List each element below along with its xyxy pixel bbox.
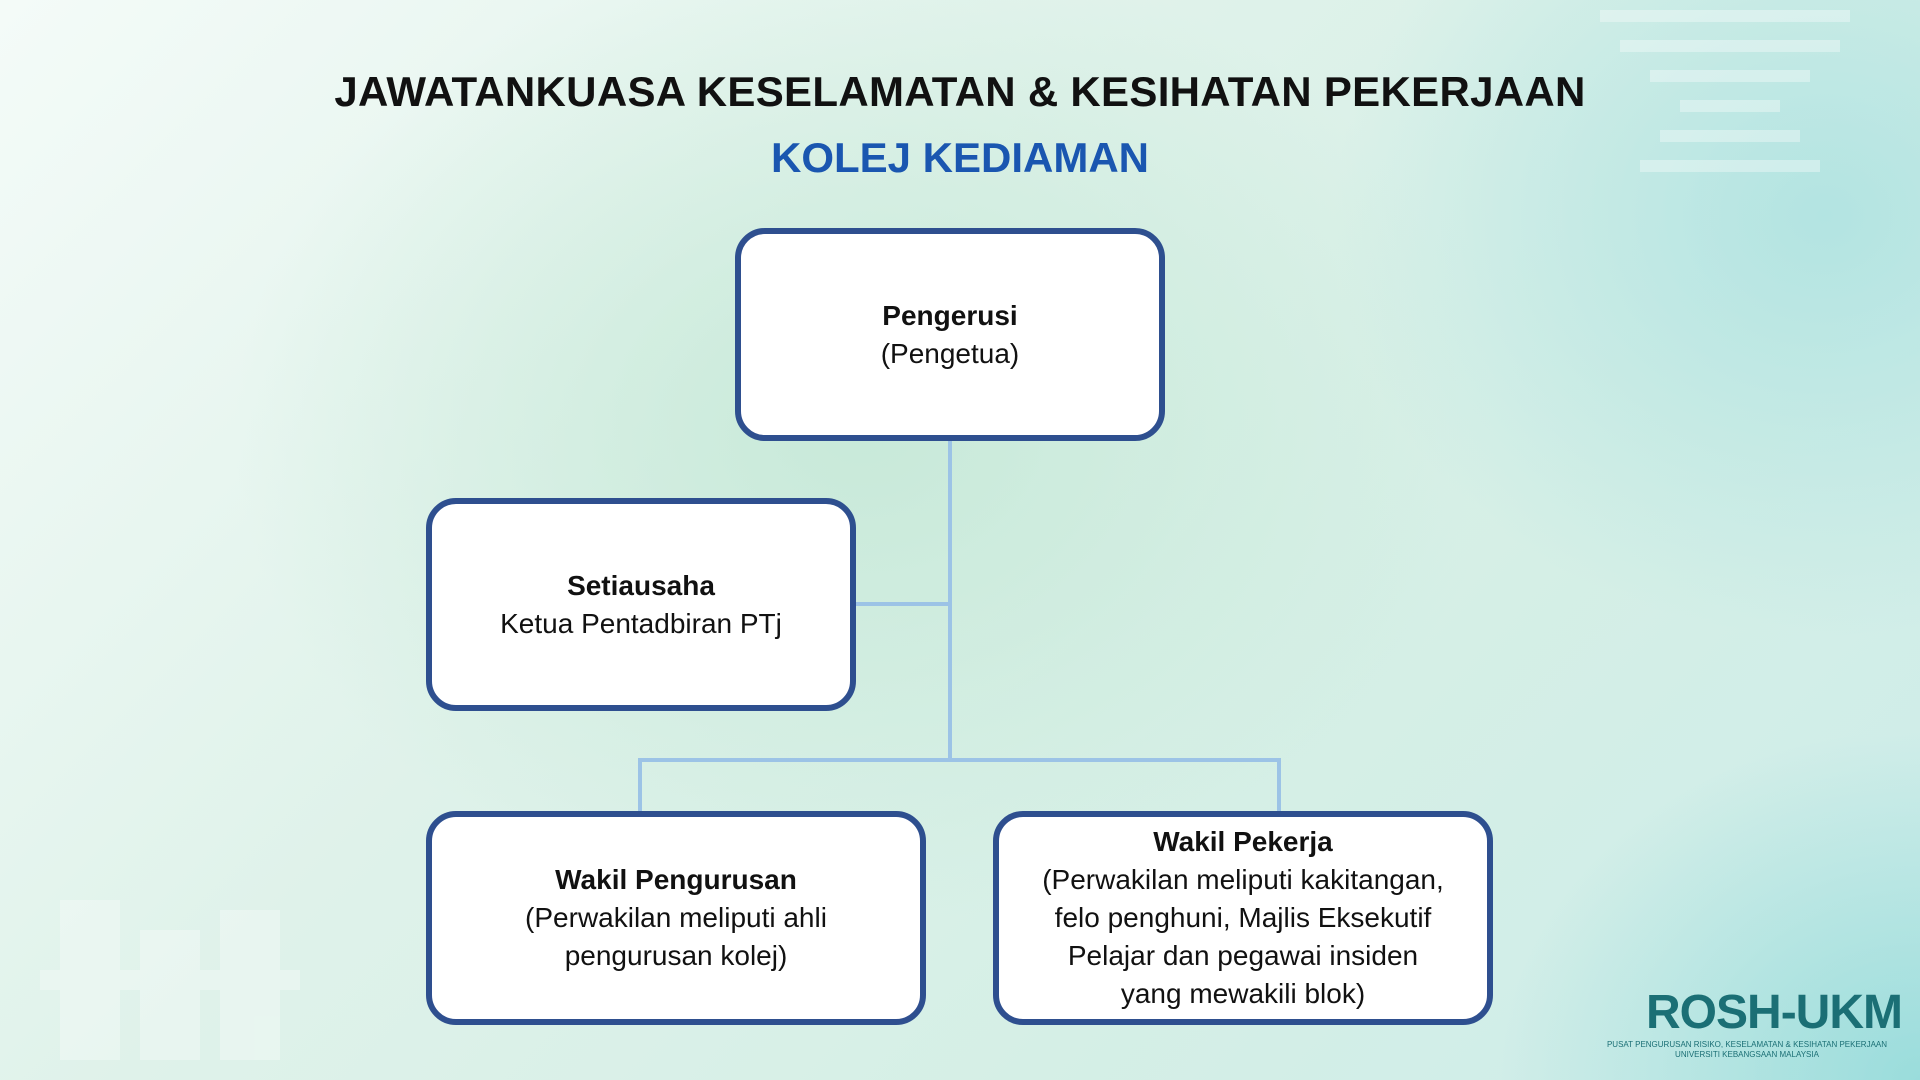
node-workers-role: Wakil Pekerja	[1153, 826, 1333, 857]
rosh-ukm-logo-tagline	[1602, 1040, 1892, 1060]
node-workers	[993, 811, 1493, 1025]
node-chair-role: Pengerusi	[882, 299, 1018, 331]
node-management	[426, 811, 926, 1025]
node-secretary-role: Setiausaha	[567, 569, 715, 601]
node-management-role: Wakil Pengurusan	[555, 864, 797, 895]
rosh-ukm-logo: ROSH-UKM	[1646, 986, 1902, 1039]
node-workers-desc: (Perwakilan meliputi kakitangan, felo penghuni, Majlis Eksekutif Pelajar dan pegawai insiden yang mewakili blok)	[1042, 864, 1444, 1009]
node-secretary-desc: Ketua Pentadbiran PTj	[500, 607, 782, 639]
chart-title: JAWATANKUASA KESELAMATAN & KESIHATAN PEKERJAAN	[334, 68, 1586, 115]
node-chair-desc: (Pengetua)	[880, 337, 1020, 369]
node-chair	[735, 228, 1165, 441]
logo-tagline-line1: PUSAT PENGURUSAN RISIKO, KESELAMATAN & KESIHATAN PEKERJAAN	[1606, 1040, 1888, 1049]
chart-subtitle: KOLEJ KEDIAMAN	[770, 134, 1150, 181]
logo-tagline-line2: UNIVERSITI KEBANGSAAN MALAYSIA	[1675, 1050, 1819, 1059]
node-secretary	[426, 498, 856, 711]
node-management-desc: (Perwakilan meliputi ahli pengurusan kolej)	[525, 902, 827, 971]
